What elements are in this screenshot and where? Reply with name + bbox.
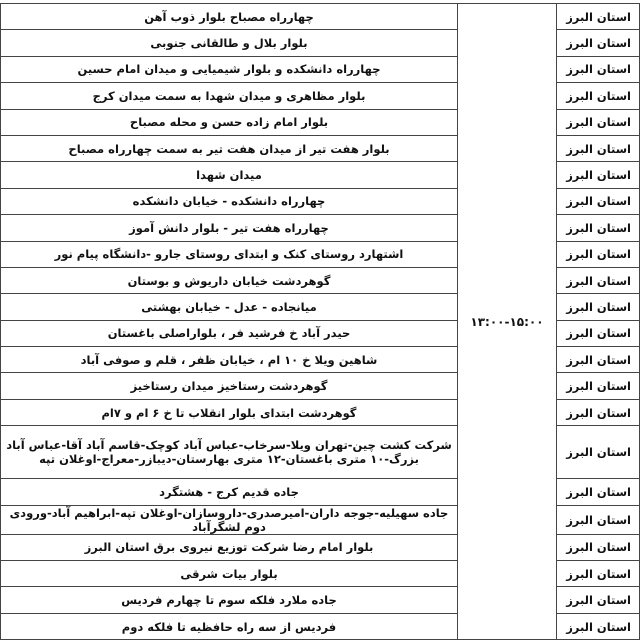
province-cell: استان البرز (557, 479, 640, 505)
province-cell: استان البرز (557, 109, 640, 135)
address-cell: اشتهارد روستای کنک و ابتدای روستای جارو -دانشگاه پیام نور (1, 241, 458, 267)
address-cell: میدان شهدا (1, 162, 458, 188)
province-cell: استان البرز (557, 373, 640, 399)
address-cell: بلوار مظاهری و میدان شهدا به سمت میدان کرج (1, 83, 458, 109)
province-cell: استان البرز (557, 613, 640, 639)
outage-schedule-table (0, 3, 640, 640)
province-cell: استان البرز (557, 294, 640, 320)
address-cell: بلوار امام رضا شرکت توزیع نیروی برق استان البرز (1, 534, 458, 560)
province-cell: استان البرز (557, 241, 640, 267)
province-cell: استان البرز (557, 505, 640, 534)
address-cell: حیدر آباد خ فرشید فر ، بلواراصلی باغستان (1, 320, 458, 346)
address-cell: جاده قدیم کرج - هشتگرد (1, 479, 458, 505)
province-cell: استان البرز (557, 162, 640, 188)
province-cell: استان البرز (557, 267, 640, 293)
time-range-cell: ۱۳:۰۰-۱۵:۰۰ (458, 4, 557, 640)
address-cell: فردیس از سه راه حافظیه تا فلکه دوم (1, 613, 458, 639)
province-cell: استان البرز (557, 561, 640, 587)
address-cell: گوهردشت رستاخیز میدان رستاخیز (1, 373, 458, 399)
province-cell: استان البرز (557, 4, 640, 30)
address-cell: چهارراه دانشکده و بلوار شیمیایی و میدان امام حسین (1, 56, 458, 82)
province-cell: استان البرز (557, 215, 640, 241)
province-cell: استان البرز (557, 30, 640, 56)
address-cell: جاده سهیلیه-جوجه داران-امیرصدری-داروسازان-اوغلان تپه-ابراهیم آباد-ورودی دوم لشگرآباد (1, 505, 458, 534)
province-cell: استان البرز (557, 56, 640, 82)
province-cell: استان البرز (557, 534, 640, 560)
address-cell: جاده ملارد فلکه سوم تا چهارم فردیس (1, 587, 458, 613)
address-cell: چهارراه مصباح بلوار ذوب آهن (1, 4, 458, 30)
province-cell: استان البرز (557, 399, 640, 425)
address-cell: بلوار امام زاده حسن و محله مصباح (1, 109, 458, 135)
table-row (1, 4, 640, 30)
address-cell: گوهردشت ابتدای بلوار انقلاب تا خ ۶ ام و ۷ام (1, 399, 458, 425)
province-cell: استان البرز (557, 347, 640, 373)
address-cell: چهارراه هفت تیر - بلوار دانش آموز (1, 215, 458, 241)
province-cell: استان البرز (557, 320, 640, 346)
province-cell: استان البرز (557, 83, 640, 109)
province-cell: استان البرز (557, 587, 640, 613)
address-cell: بلوار بیات شرقی (1, 561, 458, 587)
address-cell: میانجاده - عدل - خیابان بهشتی (1, 294, 458, 320)
province-cell: استان البرز (557, 135, 640, 161)
address-cell: چهارراه دانشکده - خیابان دانشکده (1, 188, 458, 214)
address-cell: شرکت کشت چین-تهران ویلا-سرخاب-عباس آباد کوچک-قاسم آباد آقا-عباس آباد بزرگ-۱۰ متری باغستان-۱۲ متری بهارستان-دیبازر-معراج-اوغلان تپه (1, 426, 458, 479)
address-cell: گوهردشت خیابان داریوش و بوستان (1, 267, 458, 293)
address-cell: شاهین ویلا خ ۱۰ ام ، خیابان ظفر ، قلم و صوفی آباد (1, 347, 458, 373)
province-cell: استان البرز (557, 426, 640, 479)
address-cell: بلوار هفت تیر از میدان هفت تیر به سمت چهارراه مصباح (1, 135, 458, 161)
address-cell: بلوار بلال و طالقانی جنوبی (1, 30, 458, 56)
province-cell: استان البرز (557, 188, 640, 214)
